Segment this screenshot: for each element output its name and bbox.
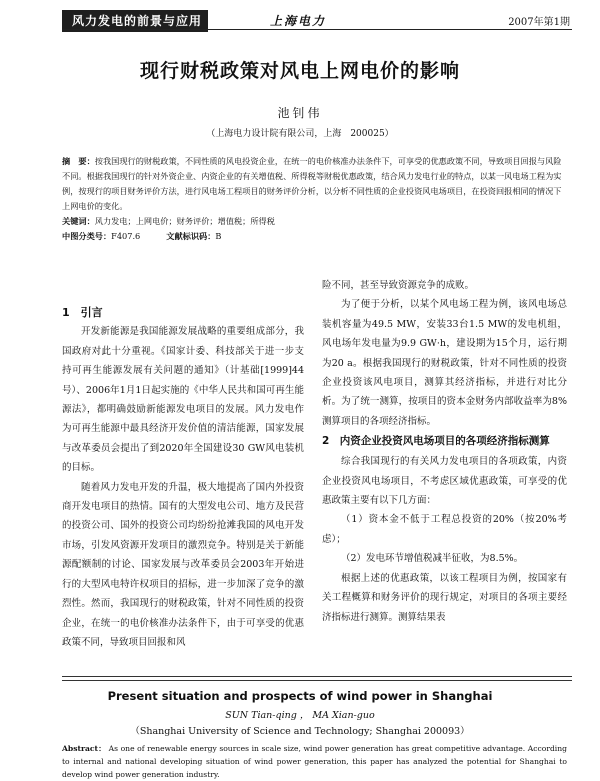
doc-code-label: 文献标识码： — [166, 231, 216, 241]
abstract — [62, 154, 567, 214]
doc-code: B — [215, 231, 222, 241]
english-abstract-text: As one of renewable energy sources in scale size, wind power generation has great competitive advantage. According to internal and national developing situation of wind power generation, this paper has analyzed the potential for Shanghai to develop wind power generation industry. — [62, 744, 567, 779]
footer-divider — [62, 676, 572, 681]
abstract-label: 摘 要： — [62, 156, 95, 166]
english-abstract — [62, 742, 567, 781]
author-affiliation: （上海电力设计院有限公司，上海 200025） — [206, 129, 394, 139]
keywords — [62, 214, 567, 229]
left-column — [62, 303, 304, 652]
english-affiliation: （Shanghai University of Science and Technology; Shanghai 200093） — [130, 726, 470, 737]
english-title: Present situation and prospects of wind power in Shanghai — [107, 689, 493, 703]
keywords-text: 风力发电；上网电价；财务评价；增值税；所得税 — [94, 216, 275, 226]
policy-item-2: （2）发电环节增值税减半征收，为8.5%。 — [341, 553, 524, 565]
policy-item-1: （1）资本金不低于工程总投资的20%（按20%考虑）； — [322, 514, 567, 545]
calculation-paragraph: 根据上述的优惠政策，以该工程项目为例，按国家有关工程概算和财务评价的现行规定，对项目的各项主要经济指标进行测算。测算结果表 — [322, 572, 567, 623]
section-1-heading: 1 引言 — [62, 306, 103, 319]
article-title: 现行财税政策对风电上网电价的影响 — [139, 60, 460, 82]
classification — [62, 229, 567, 244]
section-1-paragraph: 开发新能源是我国能源发展战略的重要组成部分，我国政府对此十分重视。《国家计委、科技部关于进一步支持可再生能源发展有关问题的通知》（计基础[1999]44号）、2006年1月1日起实施的《中华人民共和国可再生能源法》，都明确鼓励新能源发电项目的发展。风力发电作为可再生能源中最具经济开发价值的清洁能源，国家发展与改革委员会提出了到2020年全国建设30 GW风电装机的目标。 — [62, 326, 304, 474]
example-paragraph: 为了便于分析，以某个风电场工程为例，该风电场总装机容量为49.5 MW，安装33台1.5 MW的发电机组，风电场年发电量为9.9 GW·h，建设期为15个月，运行期为20 a。根据我国现行的财税政策，针对不同性质的投资企业投资该风电项目，测算其经济指标，并进行对比分析。为了统一测算，按项目的资本金财务内部收益率为8%测算项目的各项经济指标。 — [322, 299, 567, 427]
english-authors: SUN Tian-qing ， MA Xian-guo — [225, 710, 375, 721]
column-name-banner: 风力发电的前景与应用 — [62, 10, 208, 32]
abstract-block — [62, 154, 567, 244]
clc-code: F407.6 — [111, 231, 141, 241]
keywords-label: 关键词： — [62, 216, 95, 226]
article-author: 池钊伟 — [277, 106, 323, 120]
clc-label: 中图分类号： — [62, 231, 112, 241]
section-1-paragraph: 随着风力发电开发的升温，极大地提高了国内外投资商开发电项目的热情。国有的大型发电公司、地方及民营的投资公司、国外的投资公司均纷纷抢滩我国的风电开发市场，引发风资源开发项目的激烈竞争。特别是关于新能源配额制的讨论、国家发展与改革委员会2003年开始进行的大型风电特许权项目的招标，进一步加深了竞争的激烈性。然而，我国现行的财税政策，针对不同性质的投资企业，在统一的电价核准办法条件下，由于可享受的优惠政策不同，导致项目回报和风 — [62, 481, 304, 648]
continued-paragraph: 险不同，甚至导致资源竞争的成败。 — [322, 280, 475, 291]
header-rule — [62, 29, 572, 30]
abstract-text: 按我国现行的财税政策，不同性质的风电投资企业，在统一的电价核准办法条件下，可享受的优惠政策不同，导致项目回报与风险不同。根据我国现行的针对外资企业、内资企业的有关增值税、所得税等财税优惠政策，结合风力发电行业的特点，以某一风电场工程为实例，按现行的项目财务评价方法，进行风电场工程项目的财务评价分析，以分析不同性质的企业投资风电场项目，在投资回报相同的情况下上网电价的变化。 — [62, 156, 562, 211]
policy-paragraph: 综合我国现行的有关风力发电项目的各项政策，内资企业投资风电场项目，不考虑区域优惠政策，可享受的优惠政策主要有以下几方面： — [322, 456, 567, 507]
section-2-heading: 2 内资企业投资风电场项目的各项经济指标测算 — [322, 435, 550, 448]
english-abstract-label: Abstract： — [62, 744, 107, 753]
right-column — [322, 276, 567, 627]
journal-name: 上海电力 — [270, 14, 327, 28]
issue-number: 2007年第1期 — [508, 17, 570, 28]
